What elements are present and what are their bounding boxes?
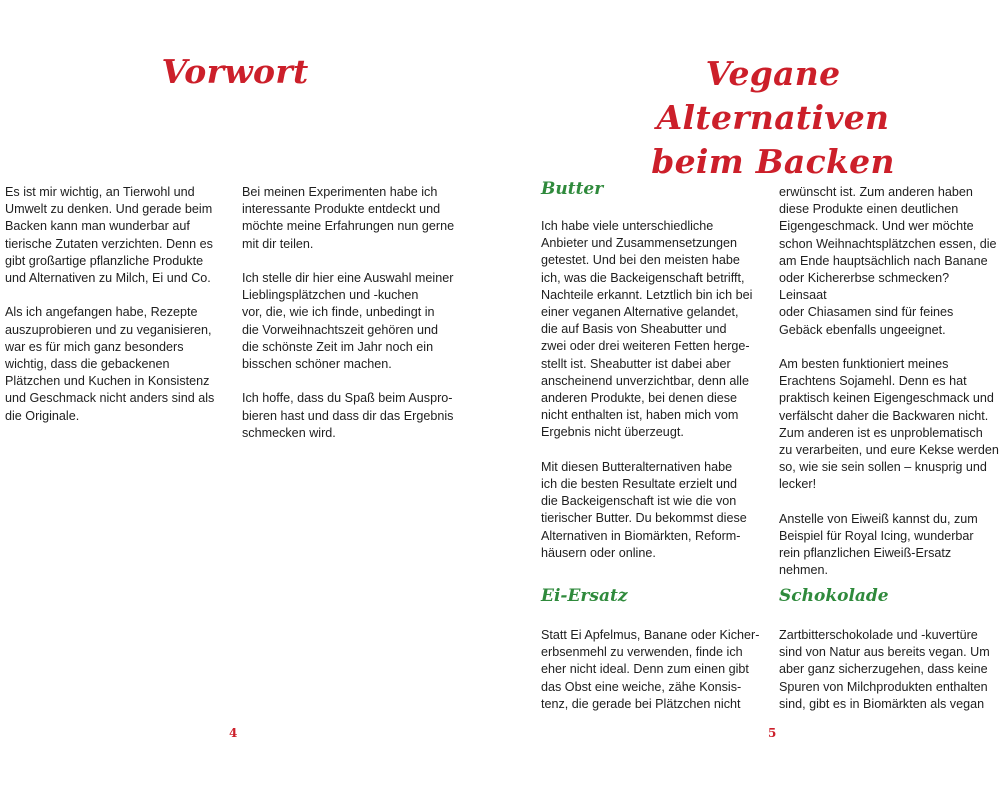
- paragraph: Als ich angefangen habe, Rezepte auszuprobieren und zu veganisieren, war es für mich ganz besonders wichtig, dass die gebackenen Plätzchen und Kuchen in Konsistenz und Geschmack nicht anders sind als die Originale.: [5, 305, 215, 423]
- paragraph: erwünscht ist. Zum anderen haben diese Produkte einen deutlichen Eigengeschmack. Und wer möchte schon Weihnachtsplätzchen essen, die am Ende hauptsächlich nach Banane oder Kichererbse schmecken? Leinsaat oder Chiasamen sind für feines Gebäck ebenfalls ungeeignet.: [779, 185, 997, 337]
- paragraph: Anstelle von Eiweiß kannst du, zum Beispiel für Royal Icing, wunderbar rein pflanzlichen Eiweiß-Ersatz nehmen.: [779, 511, 978, 578]
- paragraph: Ich habe viele unterschiedliche Anbieter und Zusammensetzungen getestet. Und bei den meisten habe ich, was die Backeigenschaft betrifft, Nachteile erkannt. Letztlich bin ich bei einer veganen Alternative gelandet, die auf Basis von Sheabutter und zwei oder drei weiteren Fetten herge- stellt ist. Sheabutter ist dabei aber anscheinend unverzichtbar, denn alle anderen Produkte, bei denen diese nicht enthalten ist, haben mich vom Ergebnis nicht überzeugt.: [541, 219, 753, 440]
- right-page: [500, 0, 1000, 800]
- left-page-column-2: [242, 184, 474, 442]
- paragraph: Am besten funktioniert meines Erachtens Sojamehl. Denn es hat praktisch keinen Eigengeschmack und verfälscht daher die Backwaren nicht. Zum anderen ist es unproblematisch zu verarbeiten, und eure Kekse werden so, wie sie sein sollen – knusprig und lecker!: [779, 357, 999, 492]
- paragraph: Statt Ei Apfelmus, Banane oder Kicher- erbsenmehl zu verwenden, finde ich eher nicht ideal. Denn zum einen gibt das Obst eine weiche, zähe Konsis- tenz, die gerade bei Plätzchen nicht: [541, 628, 760, 711]
- paragraph: Zartbitterschokolade und -kuvertüre sind von Natur aus bereits vegan. Um aber ganz sicherzugehen, dass keine Spuren von Milchprodukten enthalten sind, gibt es in Biomärkten als vegan: [779, 628, 990, 711]
- heading-schokolade: Schokolade: [779, 586, 889, 606]
- page-number: 4: [229, 726, 238, 740]
- paragraph: Ich stelle dir hier eine Auswahl meiner Lieblingsplätzchen und -kuchen vor, die, wie ich finde, unbedingt in die Vorweihnachtszeit gehören und die schönste Zeit im Jahr noch ein bisschen schöner machen.: [242, 271, 454, 372]
- left-page-column-1: [5, 184, 230, 425]
- paragraph: Ich hoffe, dass du Spaß beim Auspro- bieren hast und dass dir das Ergebnis schmecken wird.: [242, 391, 454, 440]
- paragraph: Mit diesen Butteralternativen habe ich die besten Resultate erzielt und die Backeigenschaft ist wie die von tierischer Butter. Du bekommst diese Alternativen in Biomärkten, Reform- häusern oder online.: [541, 459, 747, 560]
- page-title-vorwort: Vorwort: [161, 52, 309, 91]
- heading-ei-ersatz: Ei-Ersatz: [541, 586, 628, 606]
- right-page-column-2-schokolade: [779, 627, 1000, 713]
- right-page-column-1-ei: [541, 627, 769, 713]
- page-number: 5: [768, 726, 777, 740]
- page-title-vegane-alternativen: Vegane Alternativen beim Backen: [651, 54, 895, 181]
- heading-butter: Butter: [541, 179, 604, 199]
- paragraph: Bei meinen Experimenten habe ich interessante Produkte entdeckt und möchte meine Erfahrungen nun gerne mit dir teilen.: [242, 185, 455, 251]
- paragraph: Es ist mir wichtig, an Tierwohl und Umwelt zu denken. Und gerade beim Backen kann man wunderbar auf tierische Zutaten verzichten. Denn es gibt großartige pflanzliche Produkte und Alternativen zu Milch, Ei und Co.: [5, 185, 213, 286]
- right-page-column-2: [779, 184, 1000, 580]
- right-page-column-1-butter: [541, 218, 769, 562]
